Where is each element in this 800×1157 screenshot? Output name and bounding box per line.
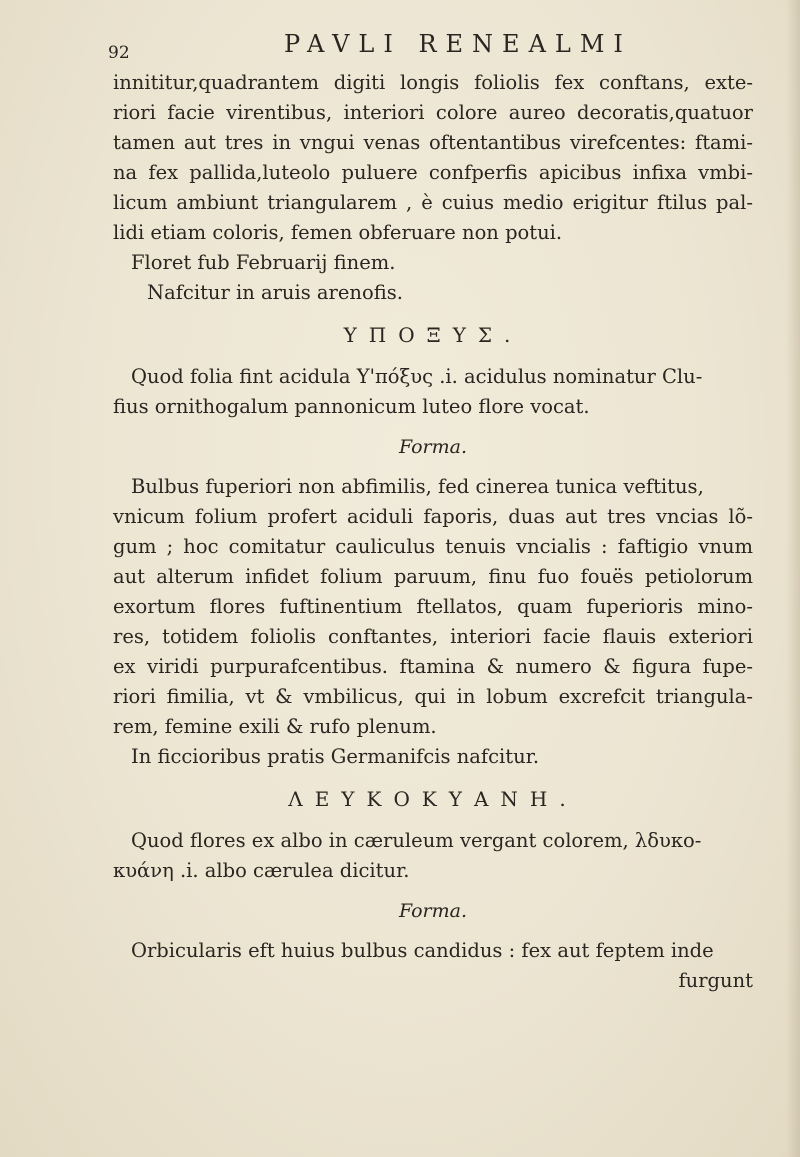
section-heading-hypoxys: ΥΠΟΞΥΣ. xyxy=(343,323,523,347)
body-text xyxy=(113,68,753,996)
text-line: res, totidem foliolis conftantes, interiori facie flauis exteriori xyxy=(113,625,753,648)
running-title: PAVLI RENEALMI xyxy=(284,30,632,58)
flowering-line: Floret fub Februarij finem. xyxy=(131,251,396,274)
text-line: vnicum folium profert aciduli faporis, duas aut tres vncias lõ- xyxy=(113,505,753,528)
text-line: κυάνη .i. albo cærulea dicitur. xyxy=(113,859,410,882)
text-line: lidi etiam coloris, femen obferuare non potui. xyxy=(113,221,563,244)
text-line: aut alterum infidet folium paruum, finu fuo fouës petiolorum xyxy=(113,565,753,588)
catchword: furgunt xyxy=(678,969,753,992)
text-line: exortum flores fuftinentium ftellatos, quam fuperioris mino- xyxy=(113,595,753,618)
text-line: rem, femine exili & rufo plenum. xyxy=(113,715,437,738)
text-line: licum ambiunt triangularem , è cuius medio erigitur ftilus pal- xyxy=(113,191,753,214)
text-line: Quod folia fint acidula Υ'πόξυς .i. acidulus nominatur Clu- xyxy=(131,365,703,388)
text-line: gum ; hoc comitatur cauliculus tenuis vncialis : faftigio vnum xyxy=(113,535,753,558)
text-line: Orbicularis eft huius bulbus candidus : fex aut feptem inde xyxy=(131,939,714,962)
text-line: Bulbus fuperiori non abfimilis, fed cinerea tunica veftitus, xyxy=(131,475,704,498)
text-line: Quod flores ex albo in cæruleum vergant colorem, λδυκο- xyxy=(131,829,702,852)
forma-label: Forma. xyxy=(398,900,468,922)
text-line: innititur,quadrantem digiti longis foliolis fex conftans, exte- xyxy=(113,71,753,94)
text-line: tamen aut tres in vngui venas oftentantibus virefcentes: ftami- xyxy=(113,131,753,154)
text-line: ex viridi purpurafcentibus. ftamina & numero & figura fupe- xyxy=(113,655,753,678)
running-head xyxy=(0,30,800,63)
habitat-line: Nafcitur in aruis arenofis. xyxy=(147,281,403,304)
page-edge-shadow xyxy=(786,0,800,1157)
text-line: riori fimilia, vt & vmbilicus, qui in lobum excrefcit triangula- xyxy=(113,685,753,708)
text-line: na fex pallida,luteolo puluere confperfis apicibus infixa vmbi- xyxy=(113,161,753,184)
page-number: 92 xyxy=(108,43,130,63)
text-line: riori facie virentibus, interiori colore aureo decoratis,quatuor xyxy=(113,101,753,124)
text-line: fius ornithogalum pannonicum luteo flore vocat. xyxy=(113,395,590,418)
habitat-line: In ficcioribus pratis Germanifcis nafcitur. xyxy=(131,745,540,768)
section-heading-leucocyane: ΛΕΥΚΟΚΥΑΝΗ. xyxy=(288,787,578,811)
forma-label: Forma. xyxy=(398,436,468,458)
